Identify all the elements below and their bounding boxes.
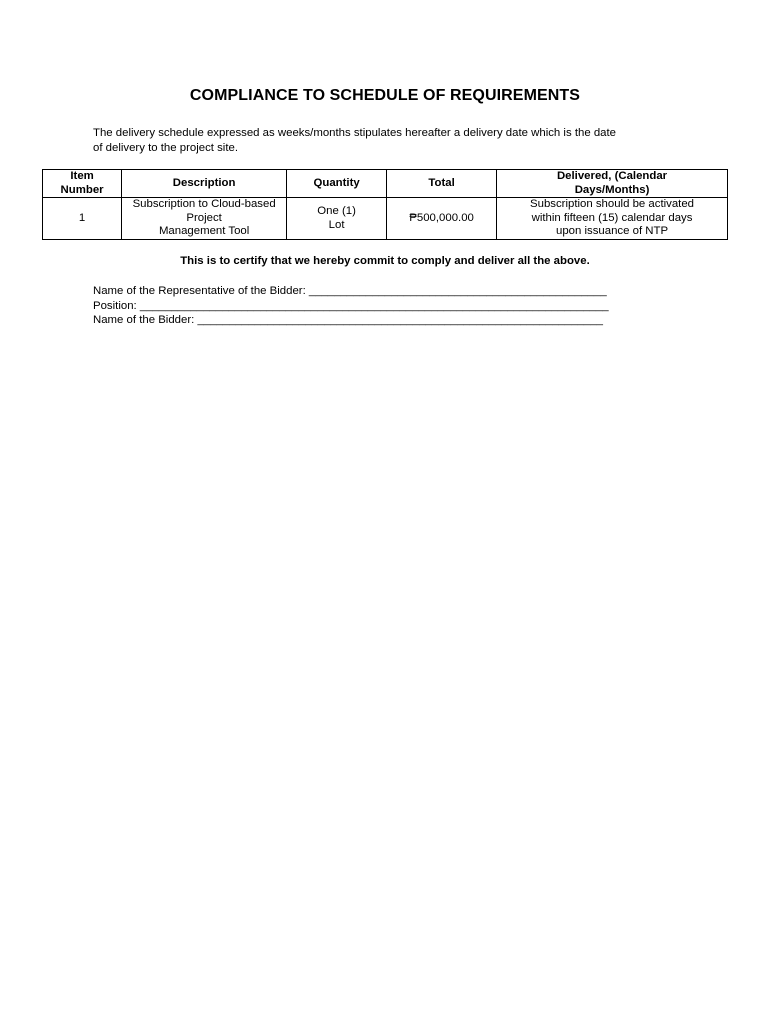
cell-delivered: Subscription should be activated within fifteen (15) calendar days upon issuance of NTP <box>497 198 728 240</box>
table-header-row <box>43 170 728 198</box>
bidder-name-line: Name of the Bidder: ________________________________________________________________ <box>93 314 603 326</box>
signature-block <box>93 284 713 328</box>
cell-quantity: One (1) Lot <box>287 198 387 240</box>
cell-total: ₱500,000.00 <box>387 198 497 240</box>
document-title: COMPLIANCE TO SCHEDULE OF REQUIREMENTS <box>189 87 581 104</box>
header-delivered: Delivered, (Calendar Days/Months) <box>497 170 728 198</box>
intro-line: The delivery schedule expressed as weeks/months stipulates hereafter a delivery date which is the date <box>93 127 616 139</box>
intro-line: of delivery to the project site. <box>93 142 238 154</box>
position-line: Position: __________________________________________________________________________ <box>93 299 609 312</box>
table-row <box>43 198 728 240</box>
header-item-number: Item Number <box>43 170 122 198</box>
certification-statement: This is to certify that we hereby commit to comply and deliver all the above. <box>180 255 590 267</box>
cell-item-number: 1 <box>43 198 122 240</box>
cell-description: Subscription to Cloud-based Project Management Tool <box>122 198 287 240</box>
intro-paragraph <box>93 126 693 156</box>
header-quantity: Quantity <box>287 170 387 198</box>
header-description: Description <box>122 170 287 198</box>
representative-name-line: Name of the Representative of the Bidder: _______________________________________________ <box>93 285 607 297</box>
requirements-table <box>42 169 728 240</box>
header-total: Total <box>387 170 497 198</box>
